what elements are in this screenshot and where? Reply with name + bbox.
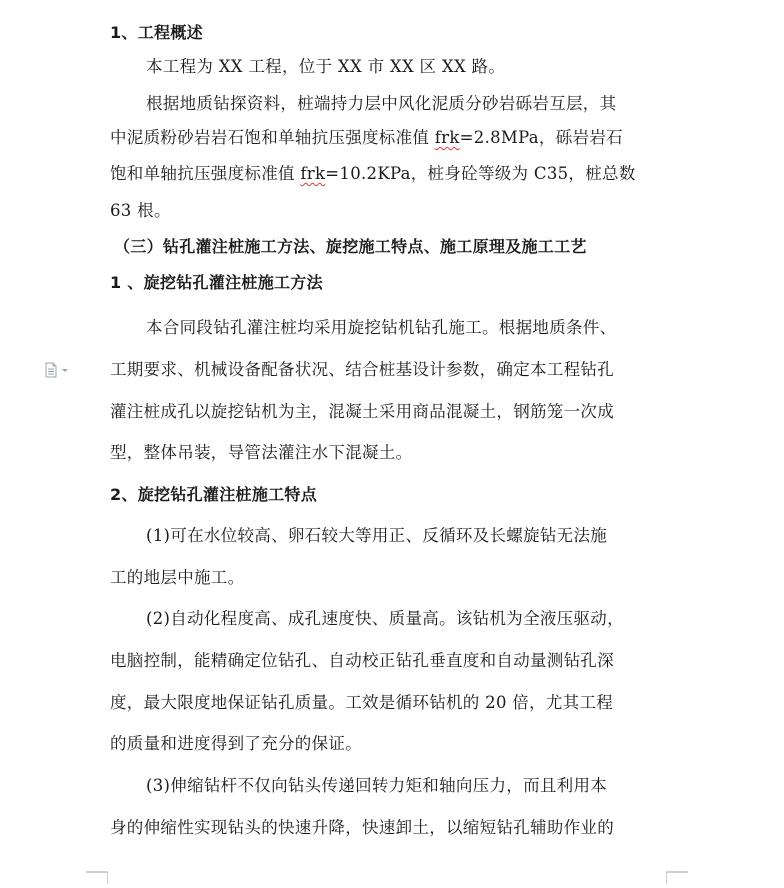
spellcheck-word[interactable]: frk [300,164,326,183]
heading-section-three: （三）钻孔灌注桩施工方法、旋挖施工特点、施工原理及施工工艺 [114,237,587,256]
crop-mark-icon [666,868,688,884]
text-span: =2.8MPa，砾岩岩石 [459,128,623,147]
text-span: 饱和单轴抗压强度标准值 [110,164,301,183]
paragraph-geology-line-1: 根据地质钻探资料，桩端持力层中风化泥质分砂岩砾岩互层，其 [146,94,617,113]
spellcheck-word[interactable]: frk [434,128,460,147]
heading-construction-method: 1 、旋挖钻孔灌注桩施工方法 [110,273,323,292]
paragraph-method-line-1: 本合同段钻孔灌注桩均采用旋挖钻机钻孔施工。根据地质条件、 [146,318,617,337]
paragraph-project-location: 本工程为 XX 工程，位于 XX 市 XX 区 XX 路。 [146,57,506,76]
paragraph-feature-2-line-3: 度，最大限度地保证钻孔质量。工效是循环钻机的 20 倍，尤其工程 [110,693,614,712]
paragraph-feature-1-line-1: (1)可在水位较高、卵石较大等用正、反循环及长螺旋钻无法施 [146,526,608,545]
text-span: =10.2KPa，桩身砼等级为 C35，桩总数 [325,164,636,183]
paragraph-geology-line-2 [110,127,670,149]
paragraph-method-line-4: 型，整体吊装，导管法灌注水下混凝土。 [110,443,413,462]
paragraph-feature-2-line-2: 电脑控制，能精确定位钻孔、自动校正钻孔垂直度和自动量测钻孔深 [110,651,614,670]
heading-construction-features: 2、旋挖钻孔灌注桩施工特点 [110,485,318,504]
document-icon [44,362,70,378]
paragraph-feature-1-line-2: 工的地层中施工。 [110,568,245,587]
paragraph-feature-2-line-4: 的质量和进度得到了充分的保证。 [110,734,362,753]
crop-mark-icon [86,868,108,884]
paragraph-feature-2-line-1: (2)自动化程度高、成孔速度快、质量高。该钻机为全液压驱动， [146,609,624,628]
paragraph-method-line-2: 工期要求、机械设备配备状况、结合桩基设计参数，确定本工程钻孔 [110,360,614,379]
text-span: 中泥质粉砂岩岩石饱和单轴抗压强度标准值 [110,128,435,147]
paragraph-feature-3-line-1: (3)伸缩钻杆不仅向钻头传递回转力矩和轴向压力，而且利用本 [146,776,608,795]
paragraph-feature-3-line-2: 身的伸缩性实现钻头的快速升降，快速卸土，以缩短钻孔辅助作业的 [110,818,614,837]
paragraph-method-line-3: 灌注桩成孔以旋挖钻机为主，混凝土采用商品混凝土，钢筋笼一次成 [110,402,614,421]
paragraph-geology-line-4: 63 根。 [110,201,171,220]
dropdown-caret-icon [62,369,68,372]
heading-project-overview: 1、工程概述 [110,23,203,42]
paragraph-geology-line-3 [110,163,670,185]
paragraph-marker[interactable] [44,362,70,378]
